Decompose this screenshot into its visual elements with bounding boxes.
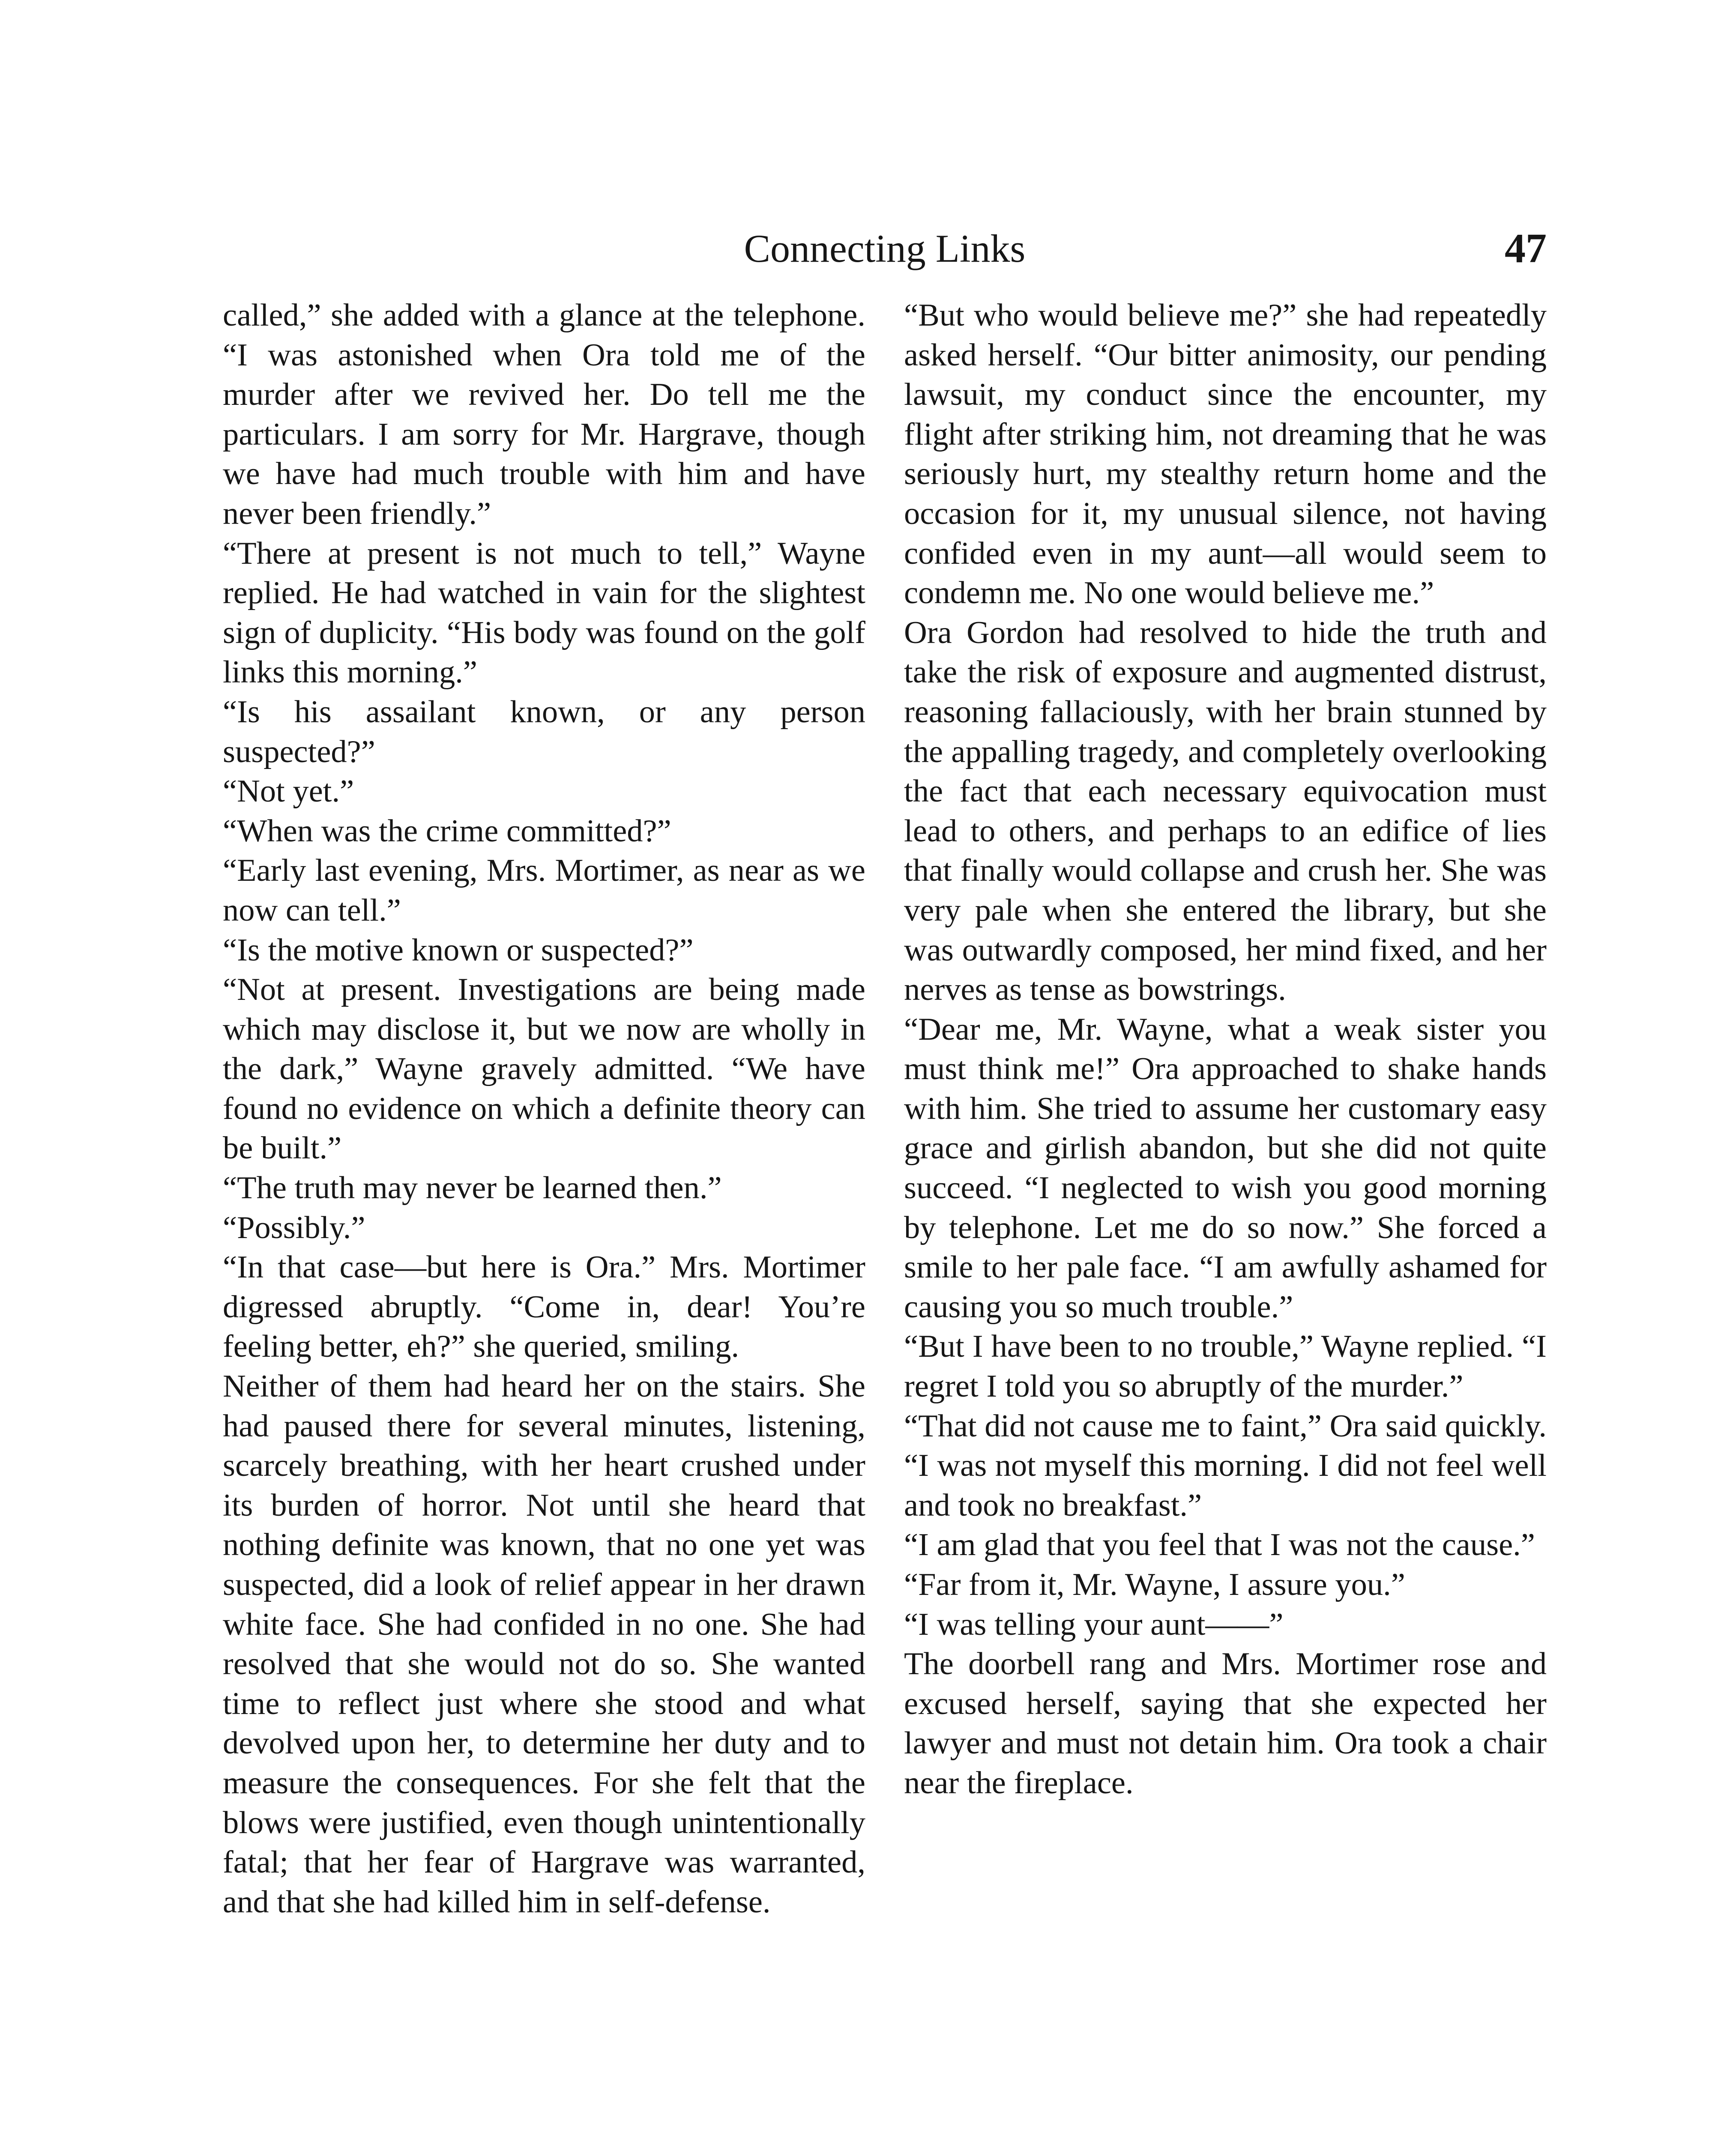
paragraph: Neither of them had heard her on the stairs. She had paused there for several minutes, listening, scarcely breathing, with her heart crushed under its burden of horror. Not until she heard that nothing definite was known, that no one yet was suspected, did a look of relief appear in her drawn white face. She had confided in no one. She had resolved that she would not do so. She wanted time to reflect just where she stood and what devolved upon her, to determine her duty and to measure the consequences. For she felt that the blows were justified, even though unintentionally fatal; that her fear of Hargrave was warranted, and that she had killed him in self-defense. [223, 1369, 865, 1920]
paragraph: “Not yet.” [223, 774, 354, 809]
paragraph: “I was telling your aunt——” [904, 1606, 1284, 1642]
running-title: Connecting Links [744, 227, 1026, 270]
paragraph: The doorbell rang and Mrs. Mortimer rose and excused herself, saying that she expected her lawyer and must not detain him. Ora took a chair near the fireplace. [904, 1646, 1547, 1801]
paragraph: “But who would believe me?” she had repeatedly asked herself. “Our bitter animosity, our pending lawsuit, my conduct since the encounter, my flight after striking him, not dreaming that he was seriously hurt, my stealthy return home and the occasion for it, my unusual silence, not having confided even in my aunt—all would seem to condemn me. No one would believe me.” [904, 298, 1547, 611]
paragraph: “In that case—but here is Ora.” Mrs. Mortimer digressed abruptly. “Come in, dear! You’re feeling better, eh?” she queried, smiling. [223, 1250, 865, 1364]
paragraph: “Far from it, Mr. Wayne, I assure you.” [904, 1567, 1405, 1602]
paragraph: “But I have been to no trouble,” Wayne replied. “I regret I told you so abruptly of the murder.” [904, 1329, 1547, 1404]
paragraph: “I am glad that you feel that I was not the cause.” [904, 1527, 1535, 1563]
page-header [223, 216, 1547, 281]
paragraph: “The truth may never be learned then.” [223, 1170, 722, 1206]
paragraph: “Early last evening, Mrs. Mortimer, as near as we now can tell.” [223, 853, 865, 928]
paragraph: called,” she added with a glance at the telephone. “I was astonished when Ora told me of the murder after we revived her. Do tell me the particulars. I am sorry for Mr. Hargrave, though we have had much trouble with him and have never been friendly.” [223, 298, 865, 531]
paragraph: “There at present is not much to tell,” Wayne replied. He had watched in vain for the slightest sign of duplicity. “His body was found on the golf links this morning.” [223, 536, 865, 690]
paragraph: “Possibly.” [223, 1210, 365, 1245]
paragraph: “When was the crime committed?” [223, 813, 671, 849]
right-column [904, 296, 1547, 1803]
paragraph: “Is his assailant known, or any person suspected?” [223, 694, 865, 769]
page-number: 47 [1505, 225, 1547, 272]
left-column [223, 296, 865, 1922]
paragraph: “That did not cause me to faint,” Ora said quickly. “I was not myself this morning. I did not feel well and took no breakfast.” [904, 1408, 1547, 1523]
paragraph: “Dear me, Mr. Wayne, what a weak sister you must think me!” Ora approached to shake hands with him. She tried to assume her customary easy grace and girlish abandon, but she did not quite succeed. “I neglected to wish you good morning by telephone. Let me do so now.” She forced a smile to her pale face. “I am awfully ashamed for causing you so much trouble.” [904, 1011, 1547, 1325]
paragraph: “Not at present. Investigations are being made which may disclose it, but we now are wholly in the dark,” Wayne gravely admitted. “We have found no evidence on which a definite theory can be built.” [223, 972, 865, 1166]
paragraph: “Is the motive known or suspected?” [223, 932, 694, 968]
paragraph: Ora Gordon had resolved to hide the truth and take the risk of exposure and augmented distrust, reasoning fallaciously, with her brain stunned by the appalling tragedy, and completely overlooking the fact that each necessary equivocation must lead to others, and perhaps to an edifice of lies that finally would collapse and crush her. She was very pale when she entered the library, but she was outwardly composed, her mind fixed, and her nerves as tense as bowstrings. [904, 615, 1547, 1008]
